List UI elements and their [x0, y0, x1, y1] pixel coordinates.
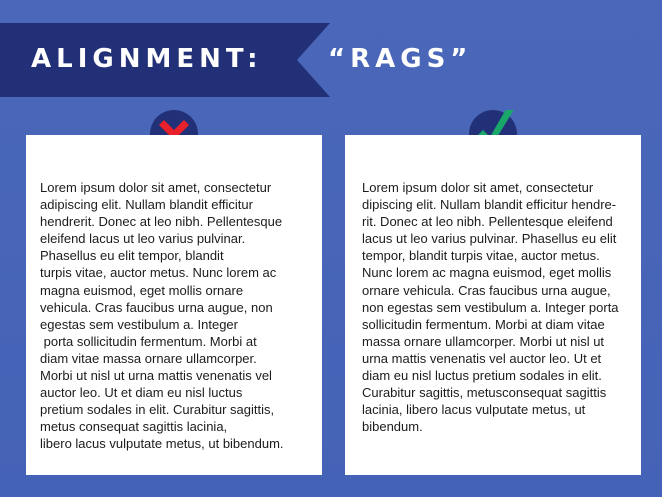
text-line: diam eu nisl luctus pretium sodales in elit.: [362, 368, 602, 384]
text-line: massa ornare ullamcorper. Morbi ut nisl ut: [362, 333, 605, 349]
text-line: turpis vitae, auctor metus. Nunc lorem ac: [40, 265, 277, 281]
text-line: urna mattis venenatis vel auctor leo. Ut et: [362, 350, 602, 366]
text-line: pretium sodales in elit. Curabitur sagittis,: [40, 402, 275, 418]
text-line: egestas sem vestibulum a. Integer: [40, 316, 238, 332]
text-line: eleifend lacus ut leo varius pulvinar.: [40, 231, 246, 247]
text-line: porta sollicitudin fermentum. Morbi at: [40, 333, 257, 349]
text-line: bibendum.: [362, 419, 423, 435]
text-line: hendrerit. Donec at leo nibh. Pellentesque: [40, 214, 283, 230]
text-line: rit. Donec at leo nibh. Pellentesque eleifend: [362, 214, 613, 230]
text-line: tempor, blandit turpis vitae, auctor metus.: [362, 248, 600, 264]
text-line: Morbi ut nisl ut urna mattis venenatis vel: [40, 368, 272, 384]
text-line: Curabitur sagittis, metusconsequat sagittis: [362, 385, 607, 401]
banner-subtitle: “RAGS”: [328, 44, 473, 74]
text-line: lacinia, libero lacus vulputate metus, ut: [362, 402, 586, 418]
text-line: Nunc lorem ac magna euismod, eget mollis: [362, 265, 612, 281]
text-line: metus consequat sagittis lacinia,: [40, 419, 228, 435]
text-line: magna euismod, eget mollis ornare: [40, 282, 244, 298]
banner-title: ALIGNMENT:: [31, 44, 263, 74]
text-line: auctor leo. Ut et diam eu nisl luctus: [40, 385, 243, 401]
text-line: diam vitae massa ornare ullamcorper.: [40, 350, 257, 366]
text-line: adipiscing elit. Nullam blandit efficitur: [40, 197, 253, 213]
text-line: libero lacus vulputate metus, ut bibendum.: [40, 436, 284, 452]
text-line: dipiscing elit. Nullam blandit efficitur hendre-: [362, 197, 617, 213]
text-line: vehicula. Cras faucibus urna augue, non: [40, 299, 273, 315]
text-line: sollicitudin fermentum. Morbi at diam vitae: [362, 316, 605, 332]
ragged-text-card-good: [345, 135, 641, 475]
text-line: ornare vehicula. Cras faucibus urna augue,: [362, 282, 611, 298]
ragged-text-card-bad: [26, 135, 322, 475]
text-line: Lorem ipsum dolor sit amet, consectetur: [362, 180, 594, 195]
text-line: non egestas sem vestibulum a. Integer porta: [362, 299, 619, 315]
text-line: Phasellus eu elit tempor, blandit: [40, 248, 224, 264]
text-line: lacus ut leo varius pulvinar. Phasellus eu elit: [362, 231, 617, 247]
text-line: Lorem ipsum dolor sit amet, consectetur: [40, 180, 272, 195]
